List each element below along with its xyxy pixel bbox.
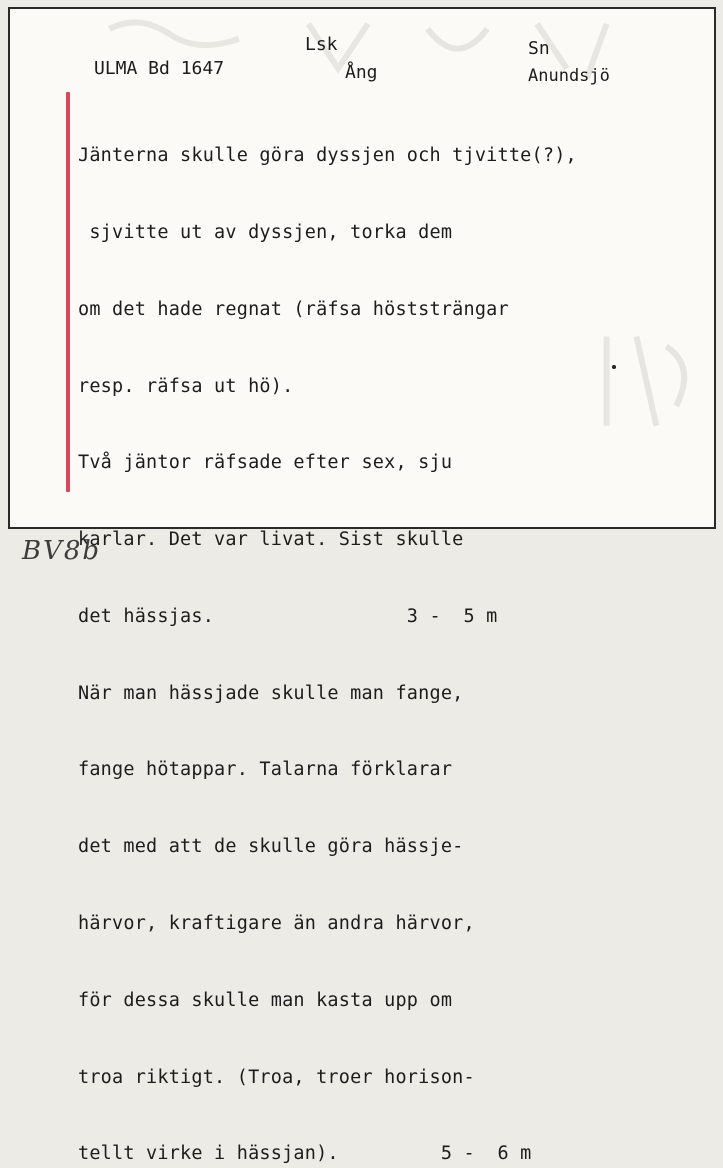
text-line: resp. räfsa ut hö).	[78, 375, 294, 397]
text-line: Två jäntor räfsade efter sex, sju	[78, 452, 453, 474]
handwritten-note: BV8b	[22, 536, 102, 566]
landskap-value: Ång	[345, 62, 378, 83]
socken-value: Anundsjö	[528, 66, 610, 86]
text-line: det med att de skulle göra hässje-	[78, 836, 464, 858]
text-line: troa riktigt. (Troa, troer horison-	[78, 1066, 475, 1088]
text-line: härvor, kraftigare än andra härvor,	[78, 913, 475, 934]
margin-line	[66, 92, 70, 492]
text-line: fange hötappar. Talarna förklarar	[78, 759, 453, 781]
archive-reference: ULMA Bd 1647	[94, 58, 225, 79]
card-body-text	[78, 92, 577, 1168]
text-line: för dessa skulle man kasta upp om	[78, 989, 453, 1011]
text-line: sjvitte ut av dyssjen, torka dem	[78, 221, 453, 243]
socken-label: Sn	[528, 38, 550, 59]
ink-dot	[612, 365, 616, 369]
text-line: Jänterna skulle göra dyssjen och tjvitte(?),	[78, 145, 577, 167]
text-line: karlar. Det var livat. Sist skulle	[78, 529, 464, 551]
text-line: tellt virke i hässjan). 5 - 6 m	[78, 1143, 532, 1165]
text-line: det hässjas. 3 - 5 m	[78, 605, 498, 627]
text-line: När man hässjade skulle man fange,	[78, 682, 464, 704]
text-line: om det hade regnat (räfsa höststrängar	[78, 298, 509, 320]
landskap-label: Lsk	[305, 34, 338, 55]
